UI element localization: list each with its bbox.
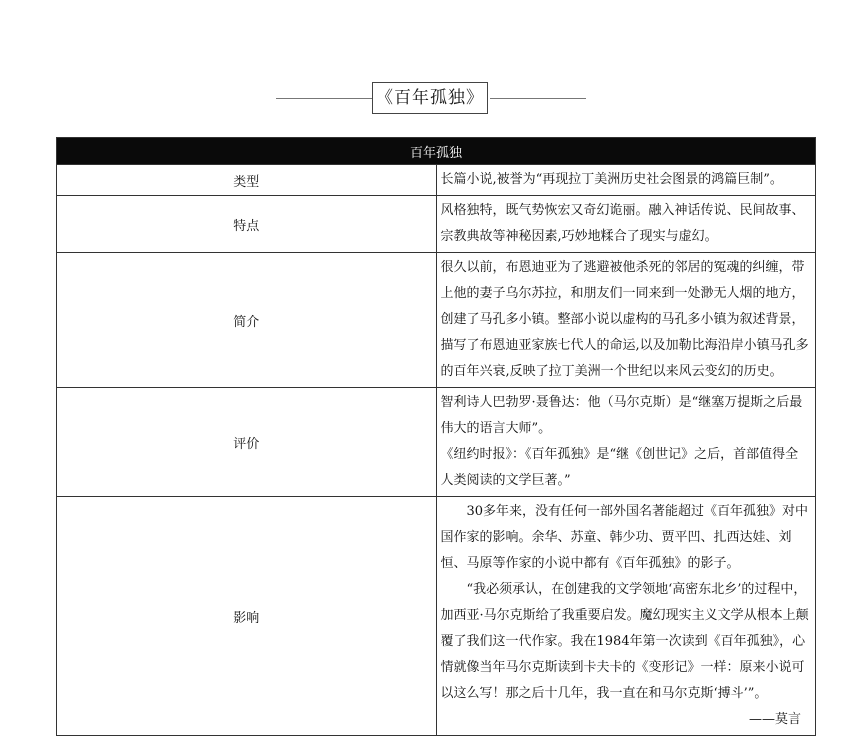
type-text: 长篇小说,被誉为“再现拉丁美洲历史社会图景的鸿篇巨制”。 — [440, 172, 783, 187]
row-content-evaluation — [436, 388, 816, 497]
table-row-type — [57, 165, 816, 196]
table-row-evaluation — [57, 388, 816, 497]
title-divider-right — [490, 98, 586, 99]
row-content-intro — [436, 253, 816, 388]
table-header-row — [57, 138, 816, 165]
row-content-type — [436, 165, 816, 196]
table-header: 百年孤独 — [57, 138, 816, 165]
row-label-type: 类型 — [57, 165, 437, 196]
row-content-feature — [436, 196, 816, 253]
table-row-feature — [57, 196, 816, 253]
evaluation-quote-neruda: 智利诗人巴勃罗·聂鲁达：他（马尔克斯）是“继塞万提斯之后最伟大的语言大师”。 — [440, 395, 803, 436]
impact-quote-moyan: “我必须承认，在创建我的文学领地‘高密东北乡’的过程中，加西亚·马尔克斯给了我重要启发。魔幻现实主义文学从根本上颠覆了我们这一代作家。我在1984年第一次读到《百年孤独》，心情就像当年马尔克斯读到卡夫卡的《变形记》一样：原来小说可以这么写！那之后十几年，我一直在和马尔克斯‘搏斗’”。 — [440, 582, 809, 701]
intro-text: 很久以前，布恩迪亚为了逃避被他杀死的邻居的冤魂的纠缠，带上他的妻子乌尔苏拉，和朋友们一同来到一处渺无人烟的地方，创建了马孔多小镇。整部小说以虚构的马孔多小镇为叙述背景，描写了布恩迪亚家族七代人的命运,以及加勒比海沿岸小镇马孔多的百年兴衰,反映了拉丁美洲一个世纪以来风云变幻的历史。 — [440, 260, 809, 379]
table-row-impact — [57, 497, 816, 736]
page-title: 《百年孤独》 — [372, 82, 488, 114]
row-content-impact — [436, 497, 816, 736]
row-label-evaluation: 评价 — [57, 388, 437, 497]
row-label-impact: 影响 — [57, 497, 437, 736]
table-row-intro — [57, 253, 816, 388]
evaluation-quote-nyt: 《纽约时报》：《百年孤独》是“继《创世记》之后，首部值得全人类阅读的文学巨著。” — [440, 447, 799, 488]
impact-paragraph: 30多年来，没有任何一部外国名著能超过《百年孤独》对中国作家的影响。余华、苏童、韩少功、贾平凹、扎西达娃、刘恒、马原等作家的小说中都有《百年孤独》的影子。 — [440, 504, 809, 571]
row-label-intro: 简介 — [57, 253, 437, 388]
row-label-feature: 特点 — [57, 196, 437, 253]
page-title-block — [0, 82, 860, 116]
book-info-table — [56, 137, 816, 736]
title-divider-left — [276, 98, 372, 99]
impact-signature: ——莫言 — [748, 712, 801, 727]
feature-text: 风格独特，既气势恢宏又奇幻诡丽。融入神话传说、民间故事、宗教典故等神秘因素,巧妙地糅合了现实与虚幻。 — [440, 203, 805, 244]
